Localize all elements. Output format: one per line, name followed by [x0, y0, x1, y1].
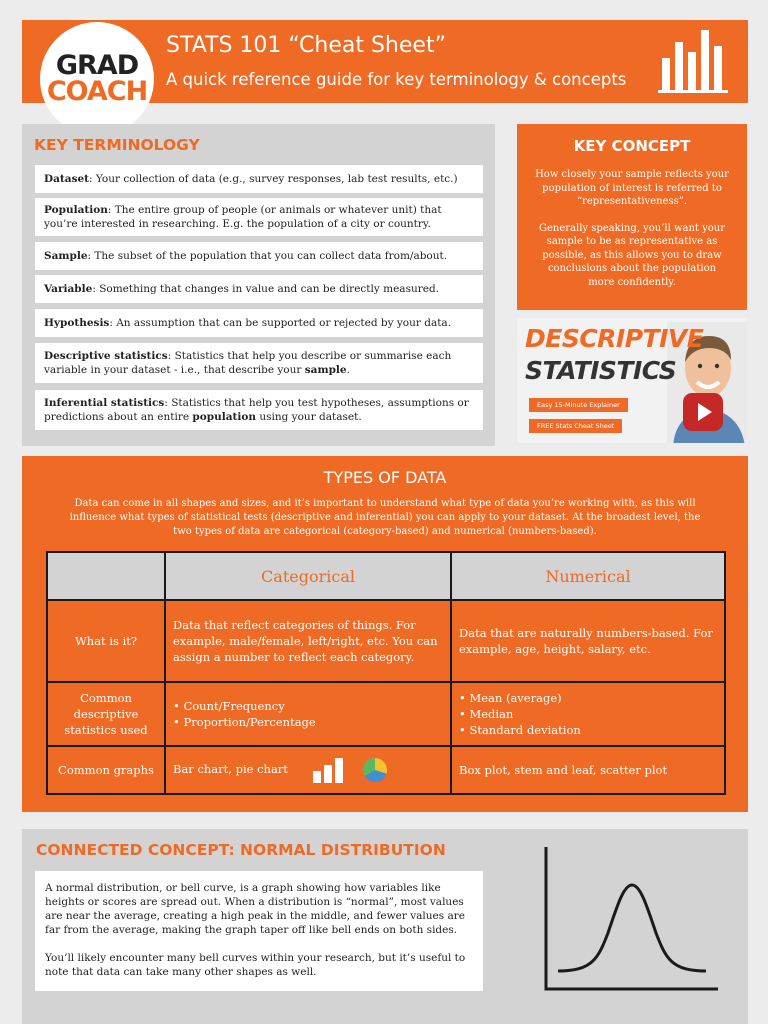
table-cell	[165, 682, 451, 746]
row-label: Common descriptive statistics used	[47, 682, 165, 746]
row-label: What is it?	[47, 600, 165, 682]
types-heading: TYPES OF DATA	[323, 468, 447, 487]
term-name: Descriptive statistics	[44, 350, 168, 362]
term-definition: : Something that changes in value and can be directly measured.	[92, 283, 440, 295]
types-intro: Data can come in all shapes and sizes, and it’s important to understand what type of data you’re working with, as this will influence what types of statistical tests (descriptive and inferential) you can apply to your dataset. At the broadest level, the two types of data are categorical (category-based) and numerical (numbers-based).	[69, 498, 701, 537]
video-thumbnail[interactable]	[517, 318, 747, 443]
normal-distribution-panel	[22, 829, 748, 1024]
graphs-text: Bar chart, pie chart	[173, 762, 288, 776]
logo-line1: GRAD	[55, 50, 139, 81]
key-concept-text-2: Generally speaking, you’ll want your sample to be as representative as possible, as this allows you to draw conclusions about the population more confidently.	[538, 222, 725, 288]
table-header-categorical: Categorical	[165, 552, 451, 600]
list-item: • Standard deviation	[459, 722, 717, 738]
term-emphasis: population	[192, 411, 257, 423]
header-banner	[22, 20, 748, 107]
terminology-heading: KEY TERMINOLOGY	[34, 136, 200, 154]
term-variable	[35, 275, 483, 303]
key-terminology-panel	[22, 124, 495, 446]
bullet-list	[459, 690, 717, 738]
term-name: Variable	[44, 283, 93, 295]
bell-curve-icon	[532, 843, 722, 993]
term-hypothesis	[35, 309, 483, 337]
term-name: Population	[44, 204, 108, 216]
page-title: STATS 101 “Cheat Sheet”	[166, 33, 446, 58]
table-cell: Data that are naturally numbers-based. For example, age, height, salary, etc.	[451, 600, 725, 682]
term-name: Sample	[44, 250, 88, 262]
term-emphasis: sample	[304, 364, 347, 376]
play-button-icon[interactable]	[682, 392, 724, 432]
term-definition: : Your collection of data (e.g., survey responses, lab test results, etc.)	[89, 173, 458, 185]
term-definition: : Statistics that help you test hypotheses, assumptions or predictions about an entire	[44, 397, 469, 423]
table-row	[47, 600, 725, 682]
pie-chart-icon	[362, 757, 388, 783]
normal-heading: CONNECTED CONCEPT: NORMAL DISTRIBUTION	[36, 841, 446, 859]
table-cell: Data that reflect categories of things. For example, male/female, left/right, etc. You can assign a number to reflect each category.	[165, 600, 451, 682]
table-cell	[165, 746, 451, 794]
table-header-row	[47, 552, 725, 600]
data-types-table	[46, 551, 726, 795]
term-descriptive-statistics	[35, 343, 483, 383]
list-item: • Count/Frequency	[173, 698, 443, 714]
thumb-title-2: STATISTICS	[525, 356, 677, 385]
term-tail: .	[346, 364, 350, 376]
table-header-empty	[47, 552, 165, 600]
list-item: • Mean (average)	[459, 690, 717, 706]
term-inferential-statistics	[35, 390, 483, 430]
term-definition: : The entire group of people (or animals or whatever unit) that you’re interested in researching. E.g. the population of a city or country.	[44, 204, 442, 230]
table-row	[47, 682, 725, 746]
thumb-badge-2: FREE Stats Cheat Sheet	[529, 419, 622, 433]
table-header-numerical: Numerical	[451, 552, 725, 600]
term-dataset	[35, 165, 483, 193]
bar-chart-icon	[312, 757, 346, 783]
table-cell	[451, 682, 725, 746]
table-row	[47, 746, 725, 794]
key-concept-text-1: How closely your sample reflects your population of interest is referred to “representativeness”.	[535, 169, 729, 207]
list-item: • Proportion/Percentage	[173, 714, 443, 730]
normal-text-2: You’ll likely encounter many bell curves within your research, but it’s useful to note that data can take many other shapes as well.	[45, 952, 466, 978]
normal-text-box	[35, 871, 483, 991]
key-concept-heading: KEY CONCEPT	[573, 137, 691, 155]
row-label: Common graphs	[47, 746, 165, 794]
page-subtitle: A quick reference guide for key terminology & concepts	[166, 70, 627, 89]
list-item: • Median	[459, 706, 717, 722]
term-population	[35, 198, 483, 236]
term-name: Dataset	[44, 173, 90, 185]
term-definition: : Statistics that help you describe or summarise each variable in your dataset - i.e., that describe your	[44, 350, 452, 376]
normal-text-1: A normal distribution, or bell curve, is a graph showing how variables like heights or scores are spread out. When a distribution is “normal”, most values are near the average, creating a high peak in the middle, and fewer values are far from the average, making the graph taper off like bell ends on both sides.	[45, 882, 465, 936]
bullet-list	[173, 698, 443, 730]
key-concept-panel	[517, 124, 747, 310]
term-sample	[35, 242, 483, 270]
thumb-badge-1: Easy 15-Minute Explainer	[529, 398, 628, 412]
term-definition: : An assumption that can be supported or rejected by your data.	[109, 317, 452, 329]
gradcoach-logo[interactable]	[40, 22, 154, 136]
term-name: Hypothesis	[44, 317, 110, 329]
table-cell: Box plot, stem and leaf, scatter plot	[451, 746, 725, 794]
thumb-title-1: DESCRIPTIVE	[525, 324, 704, 353]
types-of-data-panel	[22, 456, 748, 812]
logo-line2: COACH	[46, 76, 148, 107]
bar-chart-icon	[658, 28, 730, 96]
term-name: Inferential statistics	[44, 397, 165, 409]
term-definition: : The subset of the population that you can collect data from/about.	[87, 250, 448, 262]
term-tail: using your dataset.	[256, 411, 362, 423]
